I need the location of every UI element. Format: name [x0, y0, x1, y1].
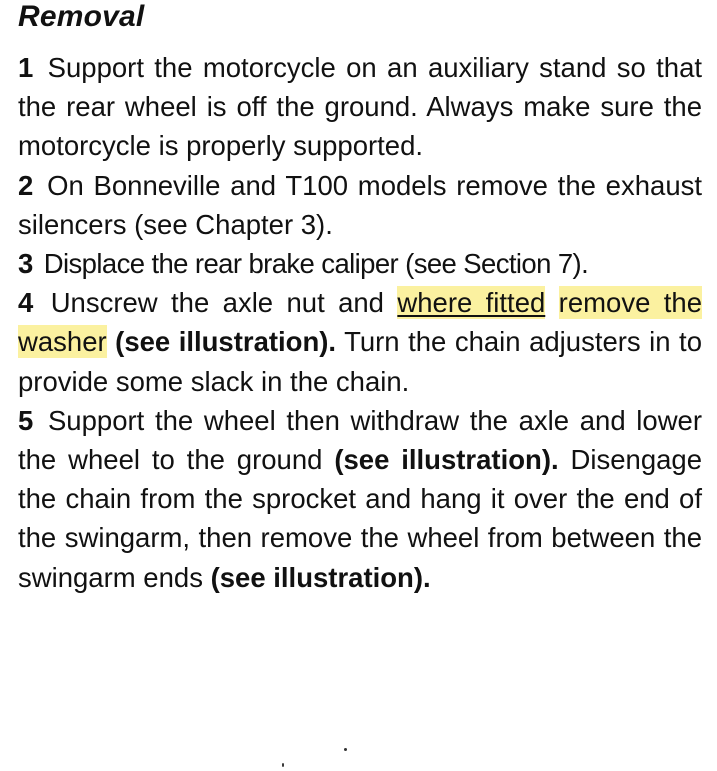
step-number: 3	[18, 248, 33, 280]
step-number: 2	[18, 169, 34, 201]
highlighted-text-line2[interactable]: remove the washer	[18, 287, 702, 358]
illustration-reference: (see illustration).	[115, 326, 337, 358]
step-number: 1	[18, 52, 34, 83]
step-5	[18, 401, 702, 597]
document-page	[18, 0, 702, 597]
step-text-after: Turn the chain adjusters in to provide some slack in the chain.	[18, 326, 702, 397]
step-text-part2: Disengage the chain from the sprocket and hang it over the end of the swingarm, then remove the wheel from between the swingarm ends	[18, 444, 702, 593]
step-2	[18, 166, 702, 244]
section-heading: Removal	[18, 0, 145, 33]
step-text: Displace the rear brake caliper (see Section 7).	[43, 248, 589, 280]
step-text-part1: Support the wheel then withdraw the axle and lower the wheel to the ground	[18, 404, 703, 476]
illustration-reference: (see illustration).	[210, 561, 431, 593]
scan-speck	[344, 748, 347, 751]
step-number: 5	[18, 404, 34, 436]
scan-speck	[282, 763, 284, 767]
step-number: 4	[18, 287, 34, 319]
illustration-reference: (see illustration).	[334, 444, 559, 476]
step-1	[18, 48, 702, 166]
step-4	[18, 283, 702, 401]
step-text: On Bonneville and T100 models remove the exhaust silencers (see Chapter 3).	[18, 169, 702, 240]
highlighted-text-line1[interactable]: where fitted	[397, 287, 546, 319]
step-text: Support the motorcycle on an auxiliary stand so that the rear wheel is off the ground. Always make sure the motorcycle is properly supported.	[18, 52, 703, 162]
step-3	[18, 244, 702, 283]
step-text-before-highlight: Unscrew the axle nut and	[50, 287, 398, 319]
